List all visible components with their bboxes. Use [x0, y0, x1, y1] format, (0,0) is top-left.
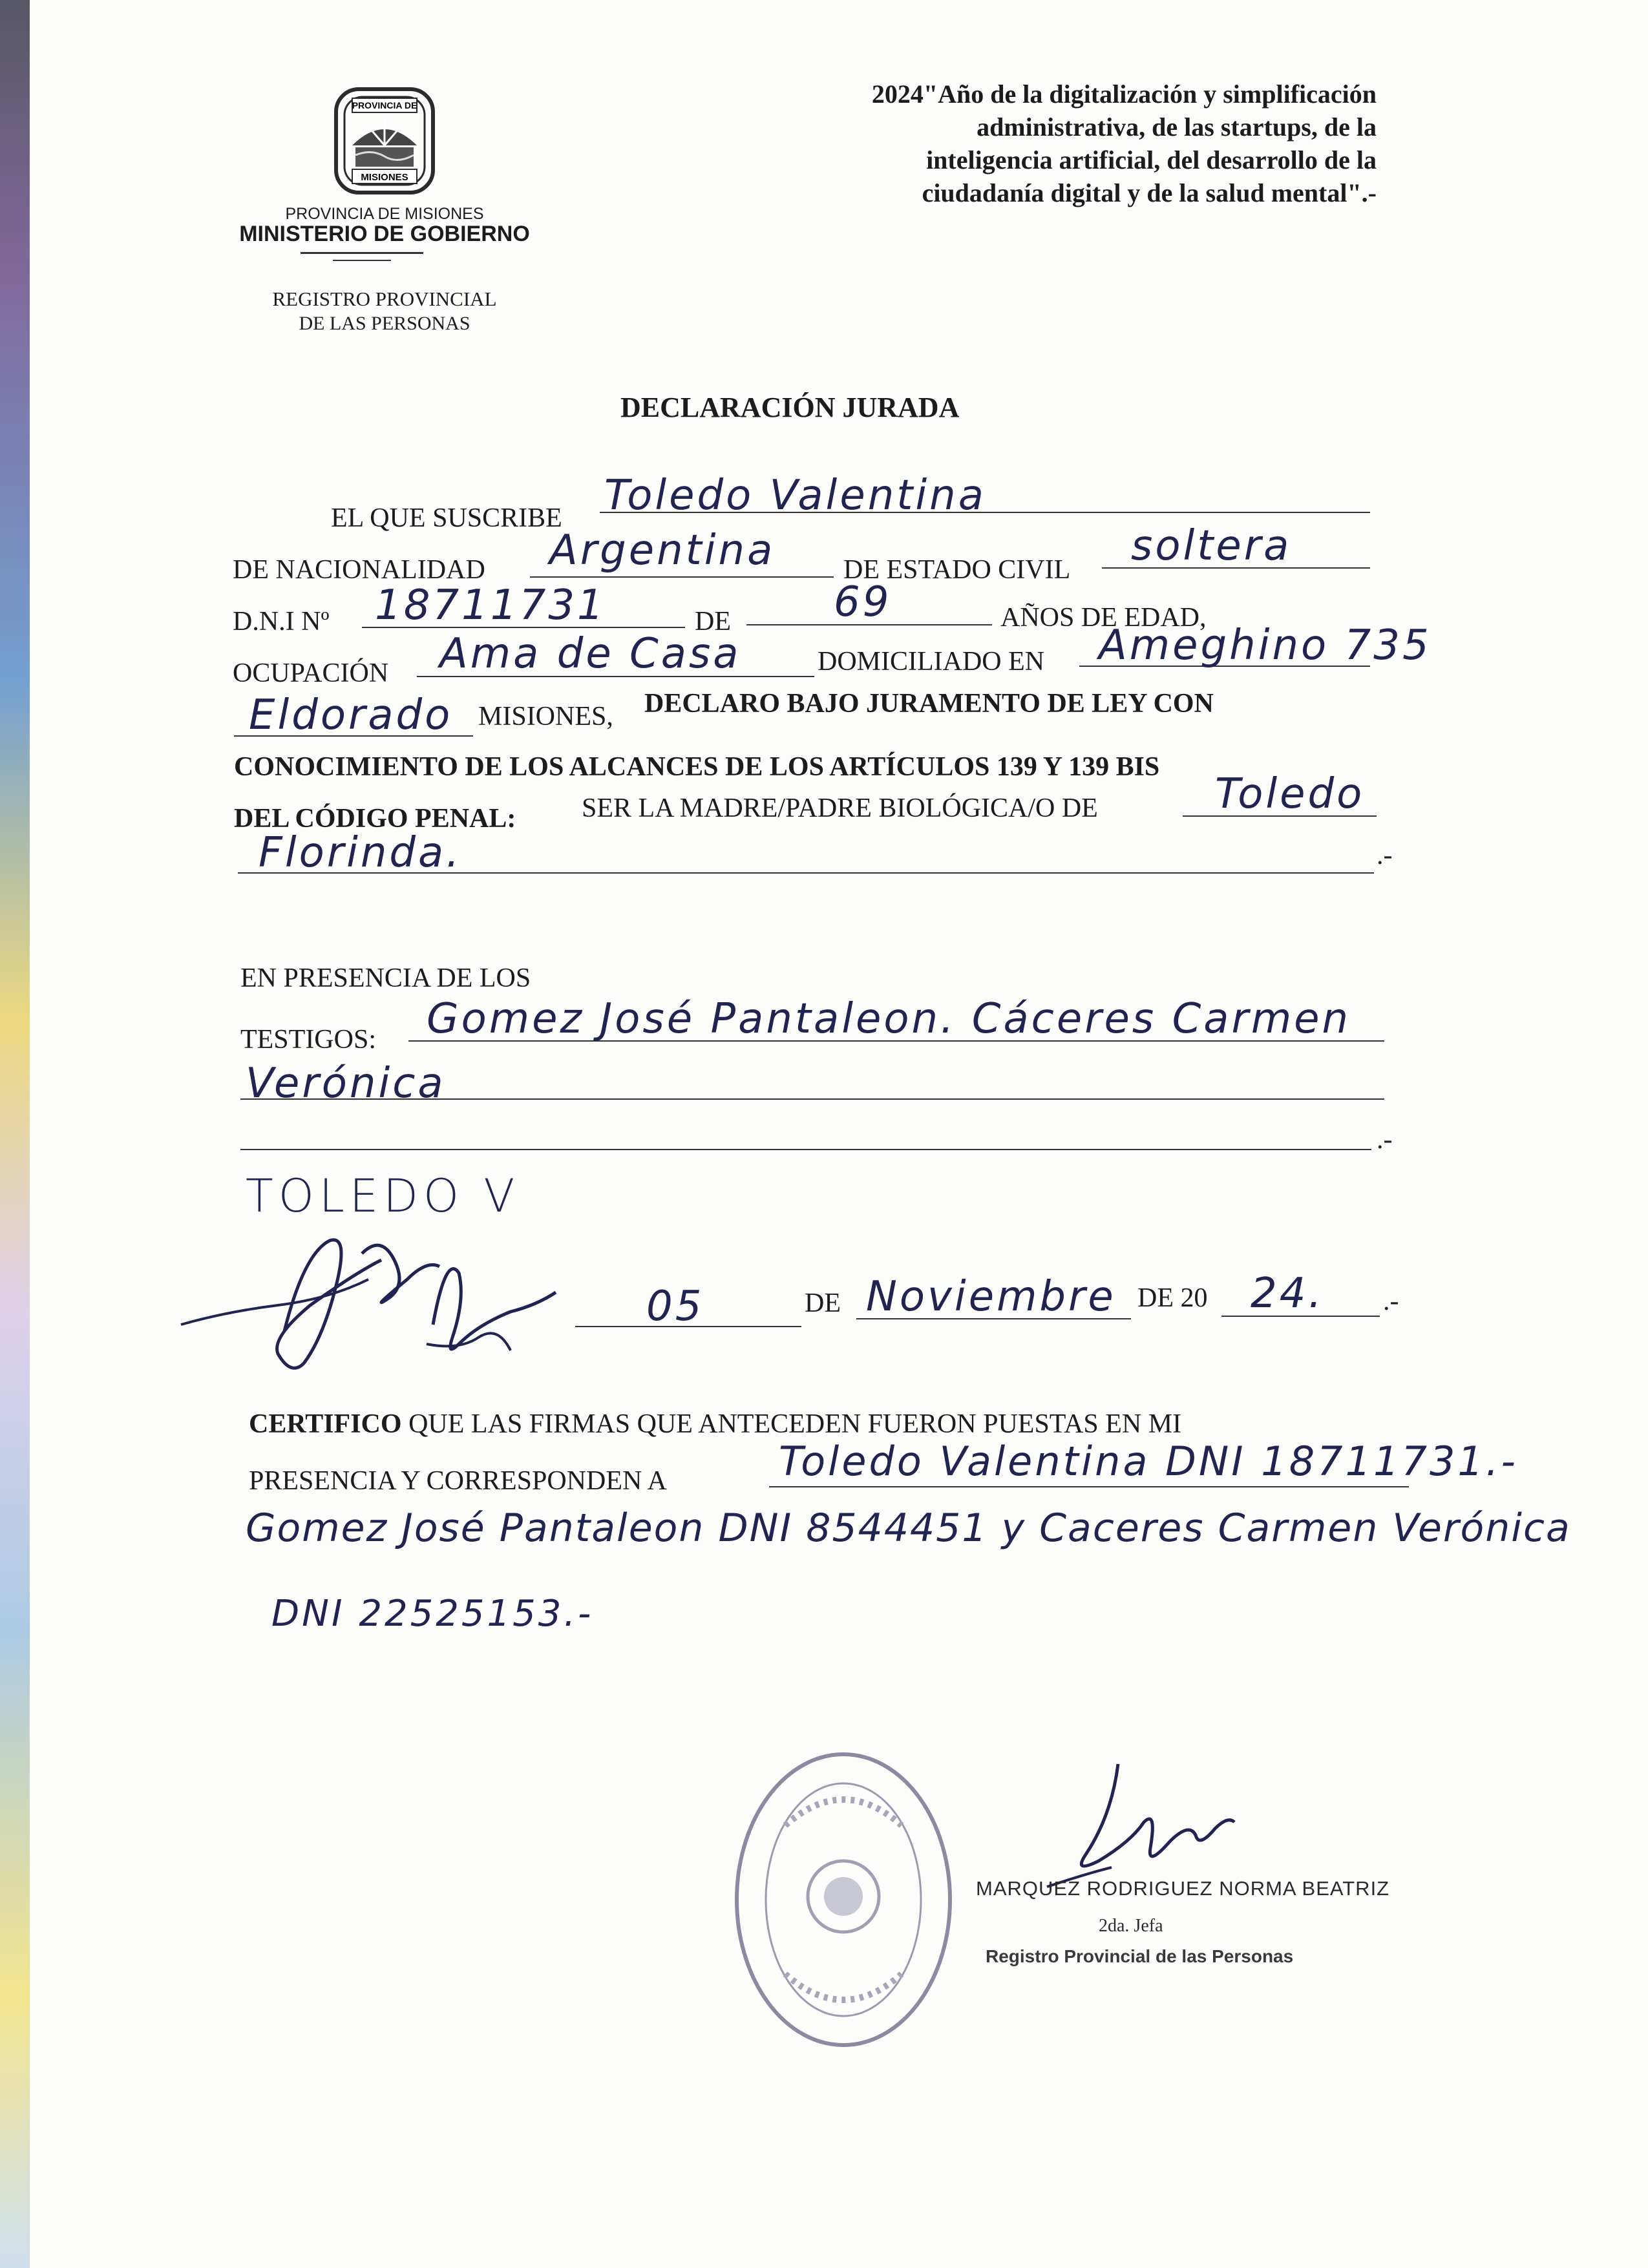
certification-line1	[249, 1409, 1181, 1440]
value-cert-line3: DNI 22525153.-	[271, 1593, 594, 1635]
value-estado-civil: soltera	[1131, 522, 1292, 570]
official-title: 2da. Jefa	[1099, 1916, 1163, 1936]
field-line	[240, 1149, 1371, 1150]
province-name: PROVINCIA DE MISIONES	[285, 205, 484, 223]
end-mark: .-	[1383, 1286, 1399, 1316]
label-de: DE	[695, 607, 731, 636]
year-motto	[872, 78, 1377, 209]
ministry-name: MINISTERIO DE GOBIERNO	[239, 222, 530, 246]
logo-text-top: PROVINCIA DE	[352, 100, 417, 110]
label-suscribe: EL QUE SUSCRIBE	[331, 503, 562, 533]
label-dni: D.N.I Nº	[233, 607, 330, 636]
value-year: 24.	[1251, 1270, 1324, 1318]
label-misiones: MISIONES,	[478, 702, 613, 731]
value-month: Noviembre	[866, 1273, 1116, 1321]
value-dni: 18711731	[375, 582, 606, 629]
value-suscribe: Toledo Valentina	[604, 472, 986, 520]
value-hijo-line1: Toledo	[1215, 770, 1365, 818]
official-office: Registro Provincial de las Personas	[986, 1946, 1294, 1966]
label-nacionalidad: DE NACIONALIDAD	[233, 555, 485, 585]
value-cert-line2: Gomez José Pantaleon DNI 8544451 y Caceres Carmen Verónica	[246, 1506, 1571, 1551]
signatures-scribble	[174, 1215, 575, 1383]
registry-line1: REGISTRO PROVINCIAL	[272, 288, 497, 310]
label-estado-civil: DE ESTADO CIVIL	[843, 555, 1071, 585]
official-name: MARQUEZ RODRIGUEZ NORMA BEATRIZ	[976, 1877, 1390, 1900]
motto-line: ciudadanía digital y de la salud mental".-	[922, 178, 1377, 207]
label-madre-padre: SER LA MADRE/PADRE BIOLÓGICA/O DE	[582, 793, 1098, 823]
label-edad: AÑOS DE EDAD,	[1000, 603, 1207, 633]
registry-line2: DE LAS PERSONAS	[299, 313, 470, 334]
label-codigo-penal: DEL CÓDIGO PENAL:	[234, 804, 516, 834]
scan-edge	[0, 0, 30, 2268]
label-declaro: DECLARO BAJO JURAMENTO DE LEY CON	[644, 689, 1214, 719]
value-ocupacion: Ama de Casa	[439, 630, 741, 678]
end-mark: .-	[1377, 841, 1393, 870]
field-line	[769, 1486, 1409, 1487]
value-edad: 69	[834, 578, 892, 626]
ministry-divider	[301, 252, 423, 254]
value-day: 05	[646, 1283, 704, 1330]
label-domicilio: DOMICILIADO EN	[818, 647, 1045, 677]
label-date-de1: DE	[805, 1288, 841, 1318]
logo-text-bottom: MISIONES	[361, 172, 408, 183]
value-hijo-line2: Florinda.	[259, 829, 462, 877]
signature-name: TOLEDO V	[246, 1170, 520, 1223]
value-nacionalidad: Argentina	[549, 527, 776, 574]
document-title: DECLARACIÓN JURADA	[620, 392, 960, 423]
field-line	[530, 576, 834, 578]
value-cert-line1: Toledo Valentina DNI 18711731.-	[779, 1438, 1518, 1485]
value-testigos-line1: Gomez José Pantaleon. Cáceres Carmen	[427, 995, 1351, 1043]
label-testigos: TESTIGOS:	[240, 1025, 376, 1055]
province-coat-of-arms-icon	[326, 84, 443, 197]
motto-line: 2024"Año de la digitalización y simplificación	[871, 79, 1377, 109]
official-seal-icon	[730, 1748, 956, 2052]
value-testigos-line2: Verónica	[246, 1060, 446, 1108]
label-conocimiento: CONOCIMIENTO DE LOS ALCANCES DE LOS ARTÍCULOS 139 Y 139 BIS	[234, 752, 1160, 782]
label-presencia: EN PRESENCIA DE LOS	[240, 963, 531, 993]
value-domicilio: Ameghino 735	[1099, 622, 1431, 669]
label-certifico: CERTIFICO	[249, 1409, 402, 1439]
label-ocupacion: OCUPACIÓN	[233, 658, 389, 688]
ministry-divider-short	[333, 260, 391, 261]
motto-line: inteligencia artificial, del desarrollo de la	[926, 145, 1377, 174]
label-certifico-rest: QUE LAS FIRMAS QUE ANTECEDEN FUERON PUESTAS EN MI	[408, 1409, 1182, 1439]
end-mark: .-	[1377, 1125, 1393, 1155]
motto-line: administrativa, de las startups, de la	[977, 112, 1377, 142]
value-localidad: Eldorado	[249, 691, 453, 739]
label-presencia-corresp: PRESENCIA Y CORRESPONDEN A	[249, 1466, 667, 1496]
label-date-de2: DE 20	[1137, 1283, 1208, 1313]
